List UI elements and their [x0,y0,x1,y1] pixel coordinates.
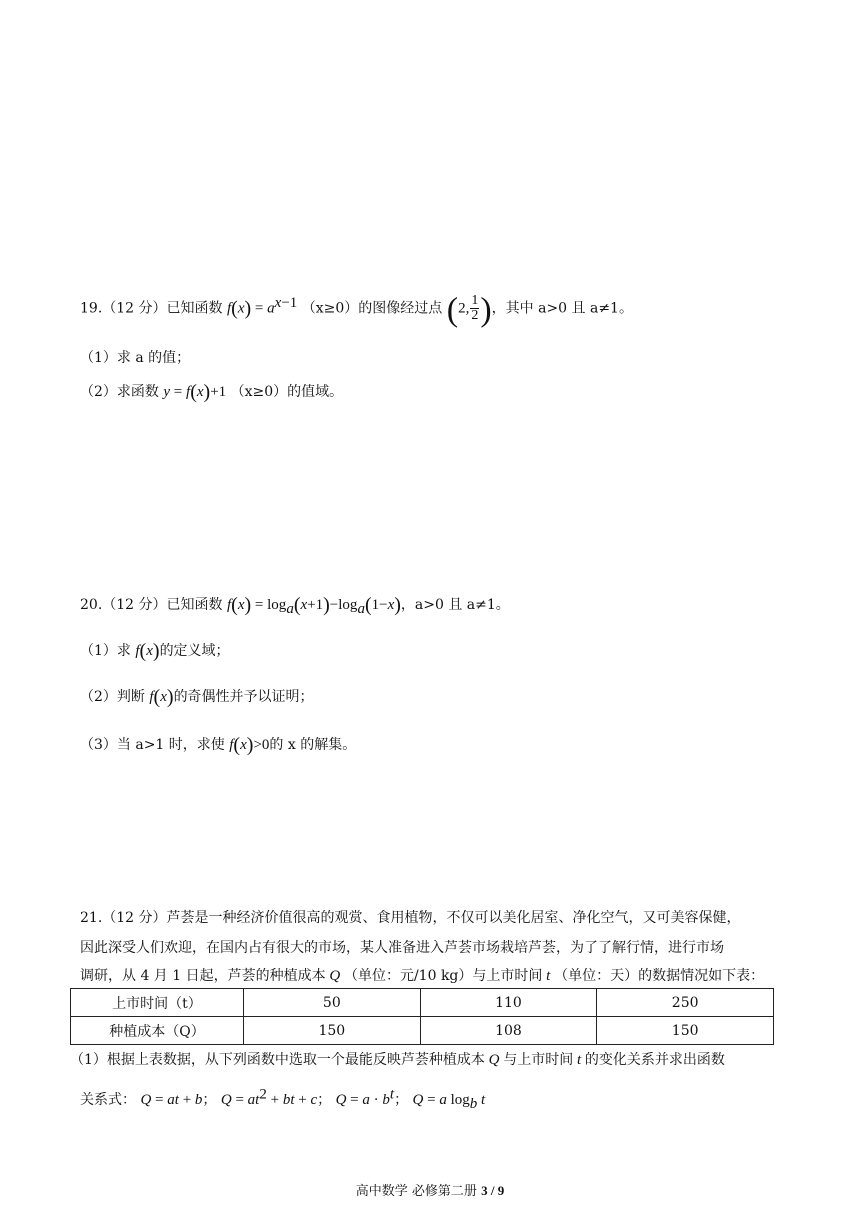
q21-part1: （1）根据上表数据，从下列函数中选取一个最能反映芦荟种植成本 Q 与上市时间 t 的变化关系并求出函数 [70,1052,725,1068]
table-cell: 150 [244,1017,421,1045]
q19-condition: （x≥0）的图像经过点 [301,300,443,317]
q20-part2: （2）判断 f(x)的奇偶性并予以证明； [80,686,314,708]
table-cell: 250 [597,989,774,1017]
q19-part1: （1）求 a 的值； [80,350,191,366]
q19-function: f [226,300,232,317]
q19-intro: 19.（12 分）已知函数 [80,300,223,317]
table-cell: 50 [244,989,421,1017]
table-cell: 上市时间（t） [71,989,244,1017]
table-row [71,1017,774,1045]
data-table [70,988,774,1045]
q19-point-x: 2, [458,300,470,317]
q19-part2: （2）求函数 y = f(x)+1 （x≥0）的值域。 [80,381,344,403]
q19-point-fraction: $\frac{1}{2}$ [471,293,479,323]
table-cell: 种植成本（Q） [71,1017,244,1045]
q20-part3: （3）当 a>1 时，求使 f(x)>0的 x 的解集。 [80,734,357,756]
footer-subject: 高中数学 必修第二册 [355,1184,477,1199]
table-cell: 110 [420,989,597,1017]
q21-line3: 调研，从 4 月 1 日起，芦荟的种植成本 Q （单位：元/10 kg）与上市时间 t （单位：天）的数据情况如下表： [80,968,765,984]
q19-tail: ，其中 a>0 且 a≠1。 [491,300,633,317]
q20-stem: 20.（12 分）已知函数 $f(x) = \log_a(x+1)-\log_a(1-x)$，a>0 且 a≠1。 [80,594,510,617]
page-number: 3 / 9 [481,1183,505,1198]
table-cell: 108 [420,1017,597,1045]
table-cell: 150 [597,1017,774,1045]
q21-line1: 21.（12 分）芦荟是一种经济价值很高的观赏、食用植物，不仅可以美化居室、净化空气，又可美容保健， [80,910,741,926]
table-row [71,989,774,1017]
q21-line2: 因此深受人们欢迎，在国内占有很大的市场，某人准备进入芦荟市场栽培芦荟，为了了解行情，进行市场 [80,940,724,956]
page-footer [0,1180,860,1199]
q20-part1: （1）求 f(x)的定义域； [80,640,230,662]
q21-functions: 关系式： Q = at + b； $Q = at^2$ + bt + c； $Q = a \cdot b^t$； Q = a $\log_b t$ [80,1086,486,1112]
q19-stem: 19.（12 分）已知函数 $f(x) = a^{x-1}$ （x≥0）的图像经过点 (2, $\frac{1}{2}$ )，其中 a>0 且 a≠1。 [80,291,633,329]
